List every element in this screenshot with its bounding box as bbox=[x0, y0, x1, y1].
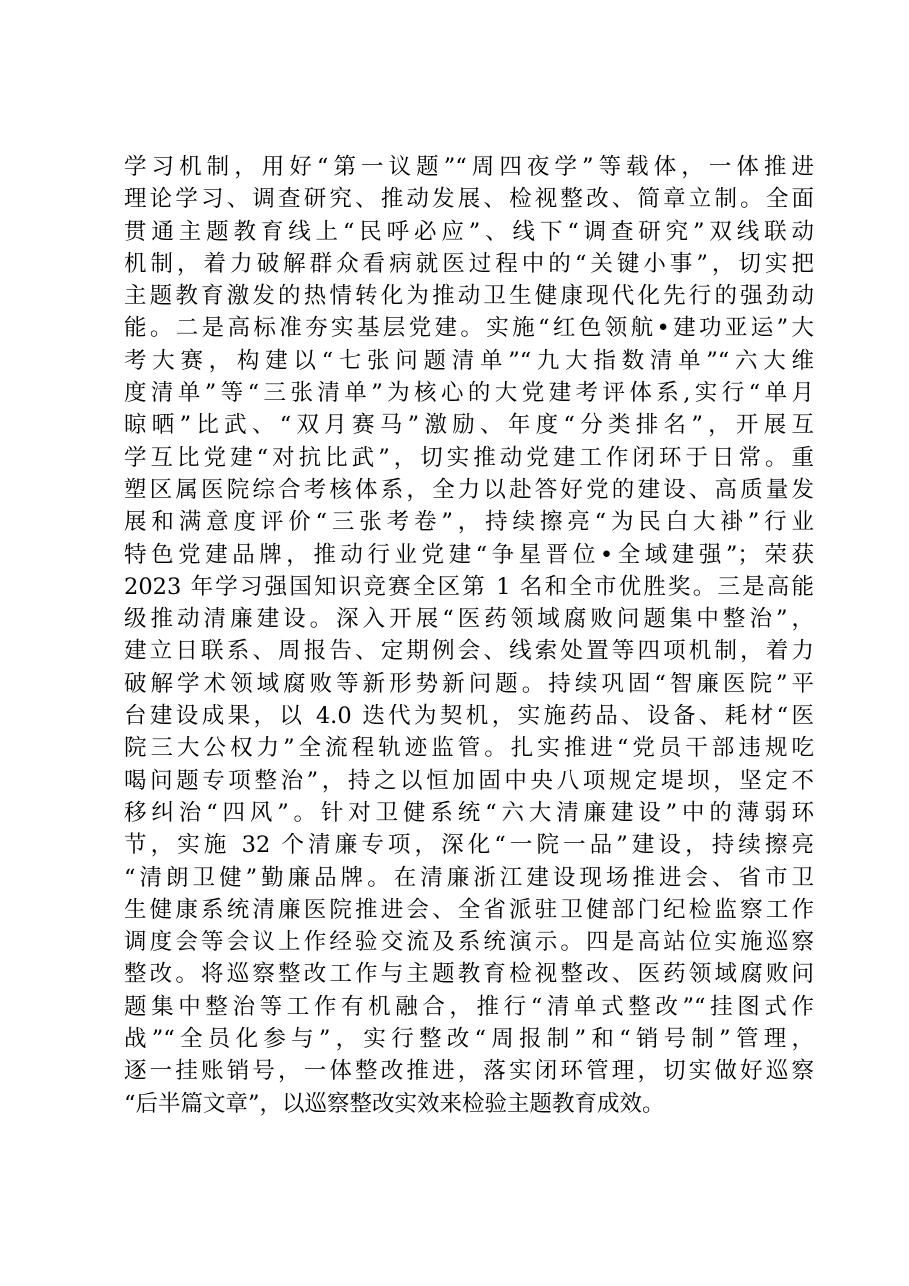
text-line: 展和满意度评价“三张考卷”，持续擦亮“为民白大褂”行业 bbox=[124, 509, 814, 536]
text-line: 能。二是高标准夯实基层党建。实施“红色领航•建功亚运”大 bbox=[124, 315, 814, 342]
text-line: 建立日联系、周报告、定期例会、线索处置等四项机制，着力 bbox=[124, 638, 814, 665]
text-line: 级推动清廉建设。深入开展“医药领域腐败问题集中整治”， bbox=[124, 606, 814, 633]
text-line: 主题教育激发的热情转化为推动卫生健康现代化先行的强劲动 bbox=[124, 283, 814, 310]
text-line: 喝问题专项整治”，持之以恒加固中央八项规定堤坝，坚定不 bbox=[124, 767, 814, 794]
text-line: 台建设成果，以 4.0 迭代为契机，实施药品、设备、耗材“医 bbox=[124, 703, 814, 730]
text-line: 晾晒”比武、“双月赛马”激励、年度“分类排名”，开展互 bbox=[124, 412, 814, 439]
text-line: 战”“全员化参与”，实行整改“周报制”和“销号制”管理， bbox=[124, 1026, 814, 1053]
text-line: “清朗卫健”勤廉品牌。在清廉浙江建设现场推进会、省市卫 bbox=[124, 864, 814, 891]
text-line: 机制，着力破解群众看病就医过程中的“关键小事”，切实把 bbox=[124, 250, 814, 277]
text-line: “后半篇文章”，以巡察整改实效来检验主题教育成效。 bbox=[124, 1090, 665, 1117]
text-line: 贯通主题教育线上“民呼必应”、线下“调查研究”双线联动 bbox=[124, 218, 814, 245]
text-line: 度清单”等“三张清单”为核心的大党建考评体系,实行“单月 bbox=[124, 380, 814, 407]
text-line: 学习机制，用好“第一议题”“周四夜学”等载体，一体推进 bbox=[124, 154, 814, 180]
text-line: 院三大公权力”全流程轨迹监管。扎实推进“党员干部违规吃 bbox=[124, 735, 814, 762]
text-line: 破解学术领域腐败等新形势新问题。持续巩固“智廉医院”平 bbox=[124, 670, 814, 697]
text-line: 节，实施 32 个清廉专项，深化“一院一品”建设，持续擦亮 bbox=[124, 832, 814, 859]
text-line: 塑区属医院综合考核体系，全力以赴答好党的建设、高质量发 bbox=[124, 476, 814, 503]
text-line: 考大赛，构建以“七张问题清单”“九大指数清单”“六大维 bbox=[124, 347, 814, 374]
text-line: 学互比党建“对抗比武”，切实推动党建工作闭环于日常。重 bbox=[124, 444, 814, 471]
text-line: 逐一挂账销号，一体整改推进，落实闭环管理，切实做好巡察 bbox=[124, 1058, 814, 1085]
text-line: 理论学习、调查研究、推动发展、检视整改、简章立制。全面 bbox=[124, 186, 814, 213]
text-line: 2023 年学习强国知识竞赛全区第 1 名和全市优胜奖。三是高能 bbox=[124, 573, 814, 600]
text-line: 特色党建品牌，推动行业党建“争星晋位•全域建强”；荣获 bbox=[124, 541, 814, 568]
text-line: 题集中整治等工作有机融合，推行“清单式整改”“挂图式作 bbox=[124, 993, 814, 1020]
text-line: 移纠治“四风”。针对卫健系统“六大清廉建设”中的薄弱环 bbox=[124, 799, 814, 826]
text-line: 整改。将巡察整改工作与主题教育检视整改、医药领域腐败问 bbox=[124, 961, 814, 988]
text-line: 生健康系统清廉医院推进会、全省派驻卫健部门纪检监察工作 bbox=[124, 896, 814, 923]
text-line: 调度会等会议上作经验交流及系统演示。四是高站位实施巡察 bbox=[124, 929, 814, 956]
body-paragraph bbox=[124, 151, 814, 1120]
